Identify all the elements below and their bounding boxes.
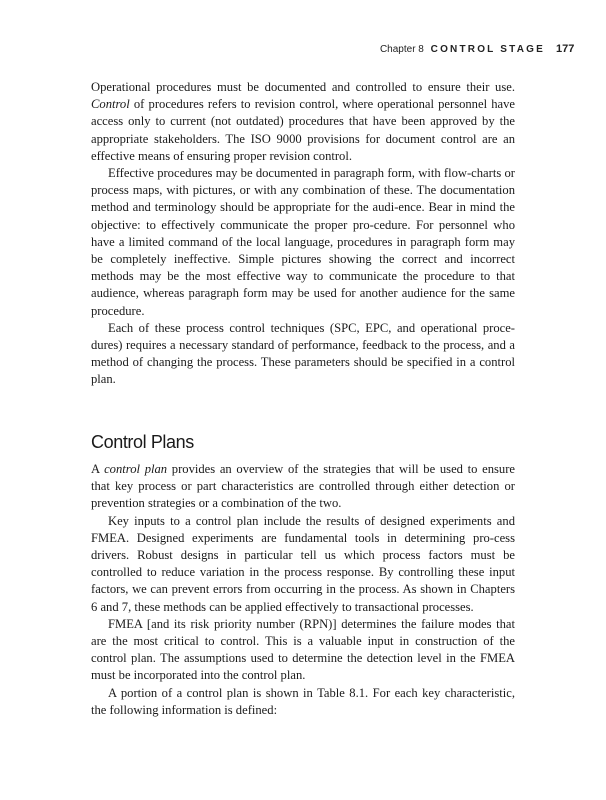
paragraph: Key inputs to a control plan include the results of designed experiments and FMEA. Designed experiments are fundamental tools in determining pro-cess drivers. Robust designs in particular tell us which process factors must be controlled to reduce variation in the process response. By controlling these input factors, we can prevent errors from occurring in the process. As shown in Chapters 6 and 7, these methods can be applied effectively to transactional processes. [91,513,515,614]
paragraph: Effective procedures may be documented in paragraph form, with flow-charts or process maps, with pictures, or with any combination of these. The documentation method and terminology should be appropriate for the audi-ence. Bear in mind the objective: to effectively communicate the proper pro-cedure. For personnel who have a limited command of the local language, procedures in paragraph form may be completely ineffective. Simple pictures showing the correct and incorrect methods may be the most effective way to communicate the procedure to that audience, whereas paragraph form may be used for another audience for the same procedure. [91,166,515,318]
page-number: 177 [556,43,575,55]
chapter-label: Chapter 8 [379,44,424,55]
section-heading: Control Plans [91,432,194,452]
body-text-before [91,79,515,389]
paragraph: A portion of a control plan is shown in Table 8.1. For each key characteristic, the following information is defined: [91,685,515,717]
body-text-after [91,461,515,719]
paragraph: Each of these process control techniques (SPC, EPC, and operational proce-dures) requires a necessary standard of performance, feedback to the process, and a method of changing the process. These parameters should be specified in a control plan. [91,320,515,387]
chapter-title: CONTROL STAGE [430,44,545,55]
paragraph: Operational procedures must be documented and controlled to ensure their use. Control of procedures refers to revision control, where operational personnel have access only to current (not outdated) procedures that have been approved by the appropriate stakeholders. The ISO 9000 provisions for document control are an effective means of ensuring proper revision control. [91,80,515,163]
paragraph: FMEA [and its risk priority number (RPN)] determines the failure modes that are the most critical to control. This is a valuable input in construction of the control plan. The assumptions used to determine the detection level in the FMEA must be incorporated into the control plan. [91,616,515,683]
paragraph: A control plan provides an overview of the strategies that will be used to ensure that key process or part characteristics are controlled through either detection or prevention strategies or a combination of the two. [91,462,515,511]
running-head [0,44,545,55]
